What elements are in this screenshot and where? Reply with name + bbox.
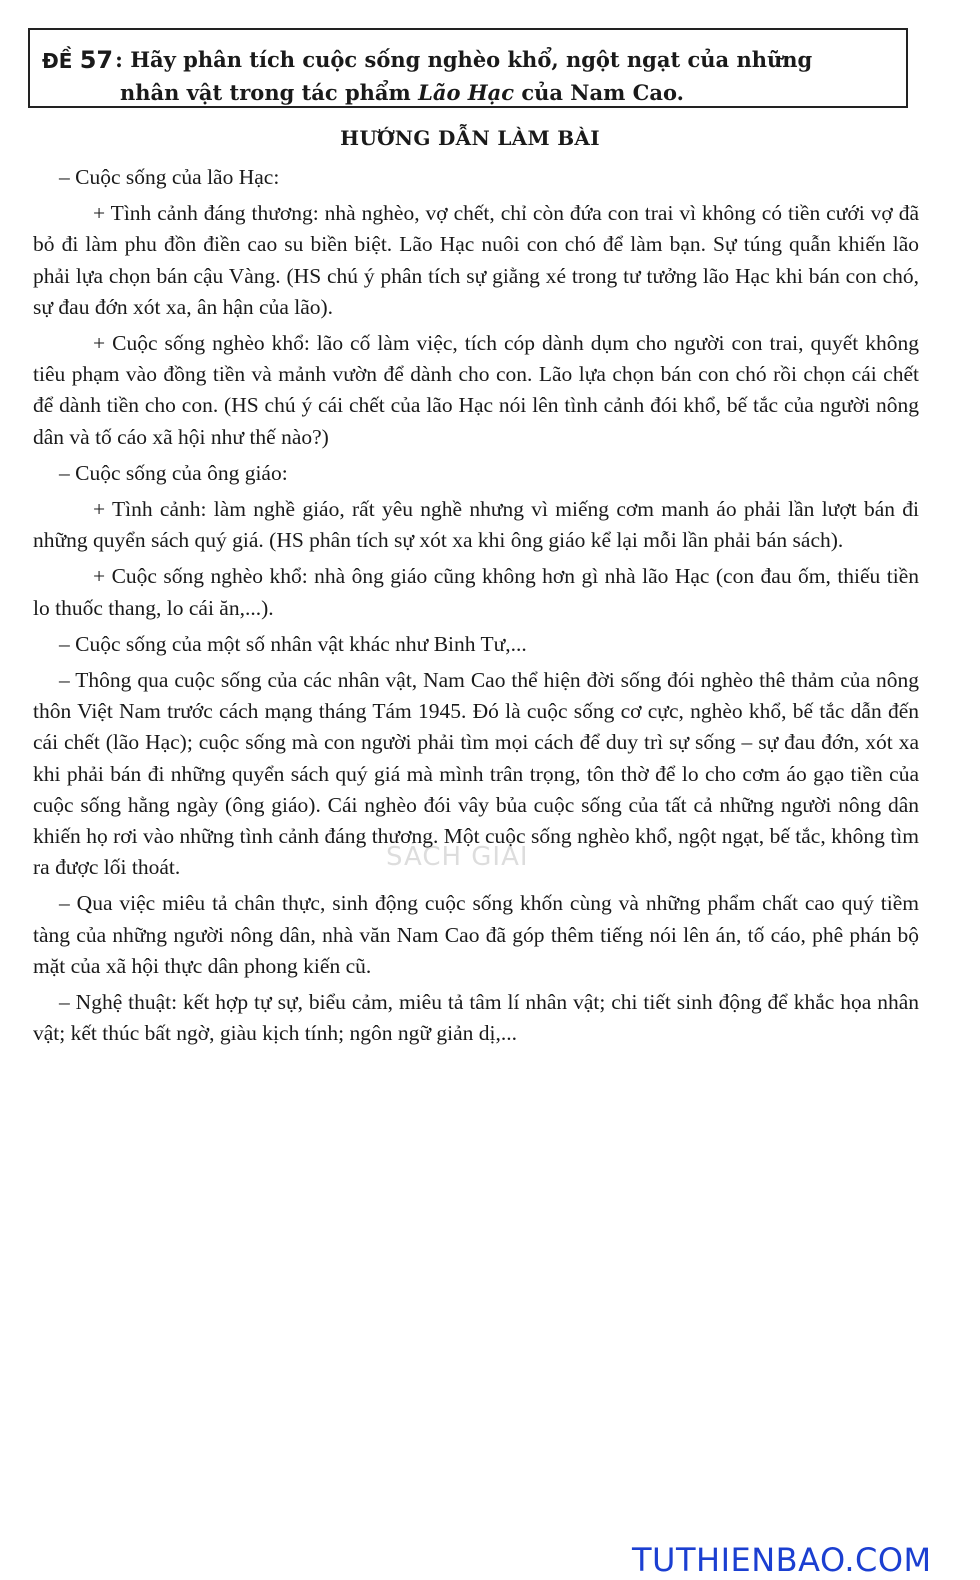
question-label: ĐỀ [42,49,73,73]
paragraph-other-characters: – Cuộc sống của một số nhân vật khác như Binh Tư,... [59,631,527,656]
question-line-2 [42,77,896,109]
answer-content [33,162,919,1054]
paragraph-ong-giao-heading: – Cuộc sống của ông giáo: [59,460,288,485]
question-number: 57 [79,46,114,74]
paragraph-ong-giao-poverty: + Cuộc sống nghèo khổ: nhà ông giáo cũng không hơn gì nhà lão Hạc (con đau ốm, thiếu tiền lo thuốc thang, lo cái ăn,...). [33,564,919,620]
paragraph-lao-hac-situation: + Tình cảnh đáng thương: nhà nghèo, vợ chết, chỉ còn đứa con trai vì không có tiền cưới vợ đã bỏ đi làm phu đồn điền cao su biền biệt. Lão Hạc nuôi con chó để làm bạn. Sự túng quẫn khiến lão phải lựa chọn bán cậu Vàng. (HS chú ý phân tích sự giằng xé trong tư tưởng lão Hạc khi bán con chó, sự đau đớn xót xa, ân hận của lão). [33,201,919,319]
work-title: Lão Hạc [418,80,515,105]
question-line-1 [42,44,896,77]
question-text-line-2-suffix: của Nam Cao. [514,80,684,105]
paragraph-lao-hac-heading: – Cuộc sống của lão Hạc: [59,165,280,189]
paragraph-lao-hac-poverty: + Cuộc sống nghèo khổ: lão cố làm việc, tích cóp dành dụm cho người con trai, quyết không tiêu phạm vào đồng tiền và mảnh vườn để dành cho con. Lão lựa chọn bán con chó rồi chọn cái chết để dành tiền cho con. (HS chú ý cái chết của lão Hạc nói lên tình cảnh đói khổ, bế tắc của người nông dân và tố cáo xã hội như thế nào?) [33,331,919,449]
footer-site-link[interactable]: TUTHIENBAO.COM [632,1541,932,1579]
paragraph-critique: – Qua việc miêu tả chân thực, sinh động cuộc sống khốn cùng và những phẩm chất cao quý tiềm tàng của những người nông dân, nhà văn Nam Cao đã góp thêm tiếng nói lên án, tố cáo, phê phán bộ mặt của xã hội thực dân phong kiến cũ. [33,891,919,978]
watermark-logo: SÁCH GIẢI [386,842,529,872]
paragraph-ong-giao-situation: + Tình cảnh: làm nghề giáo, rất yêu nghề nhưng vì miếng cơm manh áo phải lần lượt bán đi những quyển sách quý giá. (HS phân tích sự xót xa khi ông giáo kể lại mỗi lần phải bán sách). [33,497,919,553]
paragraph-art: – Nghệ thuật: kết hợp tự sự, biểu cảm, miêu tả tâm lí nhân vật; chi tiết sinh động để khắc họa nhân vật; kết thúc bất ngờ, giàu kịch tính; ngôn ngữ giản dị,... [33,990,919,1046]
question-label-group [42,44,113,77]
question-text-line-2-prefix: nhân vật trong tác phẩm [120,80,419,105]
section-heading: HƯỚNG DẪN LÀM BÀI [340,126,600,150]
question-text-line-1: : Hãy phân tích cuộc sống nghèo khổ, ngột ngạt của những [115,47,813,72]
paragraph-summary: – Thông qua cuộc sống của các nhân vật, Nam Cao thể hiện đời sống đói nghèo thê thảm của nông thôn Việt Nam trước cách mạng tháng Tám 1945. Đó là cuộc sống cơ cực, nghèo khổ, bế tắc dẫn đến cái chết (lão Hạc); cuộc sống mà con người phải tìm mọi cách để duy trì sự sống – sự đau đớn, xót xa khi phải bán đi những quyển sách quý giá mà mình trân trọng, tôn thờ để lo cho cơm áo gạo tiền của cuộc sống hằng ngày (ông giáo). Cái nghèo đói vây bủa cuộc sống của tất cả những người nông dân khiến họ rơi vào những tình cảnh đáng thương. Một cuộc sống nghèo khổ, ngột ngạt, bế tắc, không tìm ra được lối thoát. [33,668,919,880]
question-box [28,28,908,108]
